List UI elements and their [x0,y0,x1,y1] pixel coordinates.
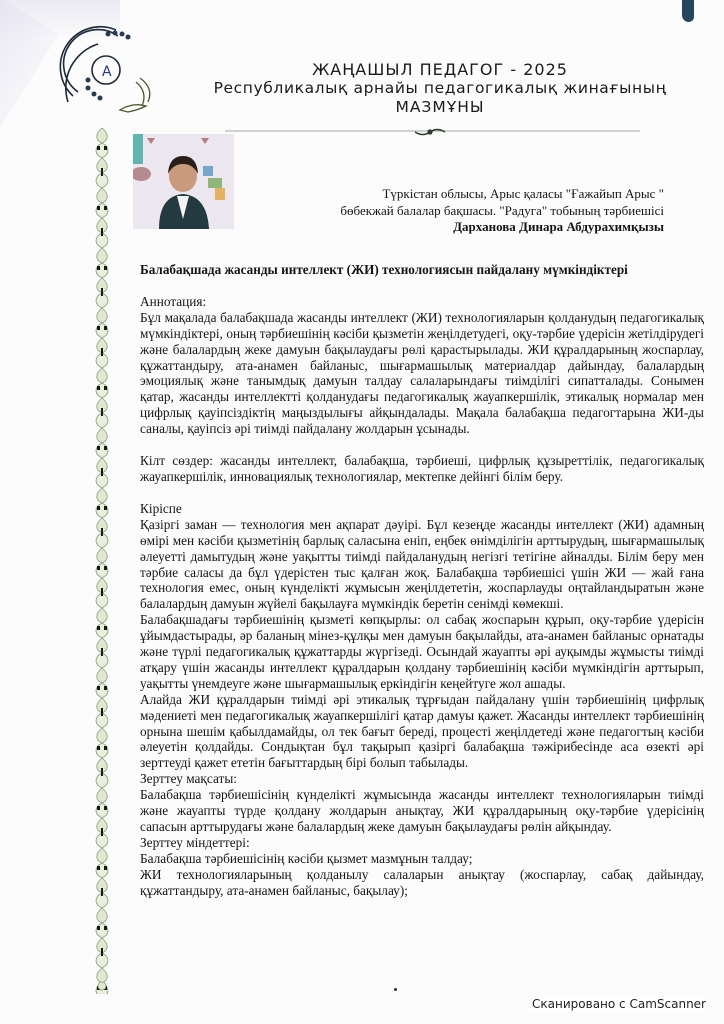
research-tasks-label: Зерттеу міндеттері: [140,834,250,850]
research-goal-text: Балабақша тәрбиешісінің күнделікті жұмысында жасанды интеллект технологияларын тиімді және жауапты түрде қолдану жолдарын анықтау, ЖИ құралдарының оқу-тәрбие үдерісінің сапасын арттырудағы және балалардың жеке дамуын бақылаудағы рөлін айқындау. [140,787,704,834]
divider-ornament-icon [225,127,640,137]
research-task-item: ЖИ технологияларының қолданылу салаларын анықтау (жоспарлау, сабақ дайындау, құжаттандыру, ата-анамен байланыс, бақылау); [140,866,704,898]
keywords: Кілт сөздер: жасанды интеллект, балабақша, тәрбиеші, цифрлық құзыреттілік, педагогикалық жауапкершілік, инновациялық технологиялар, мектепке дейінгі білім беру. [140,453,704,484]
intro-paragraph: Балабақшадағы тәрбиешінің қызметі көпқырлы: ол сабақ жоспарын құрып, оқу-тәрбие үдерісін ұйымдастырады, әр баланың мінез-құлқы мен дамуын бақылайды, ата-анамен байланыс орнатады және түрлі педагогикалық құжаттарды жүргізеді. Осындай жауапты әрі ауқымды жұмысты тиімді атқару үшін жасанды интеллект құралдарын қолдану тәрбиешінің кәсіби мүмкіндігін арттырып, уақытты үнемдеуге және шығармашылық еркіндігін кеңейтуге жол ашады. [140,612,704,691]
author-portrait-icon [133,134,234,229]
author-affiliation [340,186,664,236]
article-title: Балабақшада жасанды интеллект (ЖИ) технологиясын пайдалану мүмкіндіктері [140,262,628,277]
author-photo [133,134,234,229]
journal-subtitle: Республикалық арнайы педагогикалық жинағының [213,79,667,97]
scan-shadow-band [0,0,59,390]
page-number-mark [394,988,397,991]
affiliation-line-1: Түркістан облысы, Арыс қаласы "Ғажайып Арыс " [382,186,664,201]
research-goal-label: Зерттеу мақсаты: [140,771,237,787]
intro-paragraph: Қазіргі заман — технология мен ақпарат дәуірі. Бұл кезеңде жасанды интеллект (ЖИ) адамның өмірі мен кәсіби қызметінің барлық саласына еніп, еңбек өнімділігін арттырудың, шығармашылық әлеуетті дамытудың және уақытты тиімді пайдаланудың негізгі тетігіне айналды. Білім беру мен тәрбие саласы да бұл үдерістен тыс қалған жоқ. Балабақша тәрбиешісі үшін ЖИ — жай ғана технология емес, оның күнделікті жұмысын жеңілдететін, жоспарлауды оңтайландыратын және балалардың дамуын жүйелі бақылауға мүмкіндік беретін сенімді көмекші. [140,516,704,612]
author-name: Дарханова Динара Абдурахимқызы [453,219,664,234]
article-body [140,262,704,899]
ornament-chain-icon [91,128,113,994]
logo-letter: A [102,64,112,80]
header-divider [225,124,640,134]
scanner-edge-tab [682,0,694,22]
intro-paragraph: Алайда ЖИ құралдарын тиімді әрі этикалық тұрғыдан пайдалану үшін тәрбиешінің цифрлық мәдениеті мен педагогикалық жауапкершілігі қатар дамуы қажет. Жасанды интеллект тәрбиешінің орнына шешім қабылдамайды, ол тек бағыт береді, процесті жеңілдетеді және педагогтың кәсіби әлеуетін қолдайды. Сондықтан бұл тақырып қазіргі балабақша тәжірибесінде аса өзекті әрі зерттеуді қажет ететін бағыттардың бірі болып табылады. [140,691,704,771]
affiliation-line-2: бөбекжай балалар бақшасы. "Радуга" тобының тәрбиешісі [340,202,664,218]
annotation-text: Бұл мақалада балабақшада жасанды интеллект (ЖИ) технологияларын қолданудың педагогикалық мүмкіндіктері, оның тәрбиешінің кәсіби қызметін жеңілдетудегі, оқу-тәрбие үдерісін жетілдірудегі және балалардың жеке дамуын бақылаудағы рөлі қарастырылады. ЖИ құралдарының жоспарлау, құжаттандыру, ата-анамен байланыс, шығармашылық материалдар дайындау, балалардың эмоциялық және танымдық дамуын талдау салаларындағы тиімділігі сипатталады. Сонымен қатар, жасанды интеллектті қолданудағы педагогикалық жауапкершілік, этикалық нормалар мен цифрлық қауіпсіздіктің маңыздылығы айқындалады. Мақала балабақша педагогтарына ЖИ-ды саналы, қауіпсіз әрі тиімді пайдалану жолдарын ұсынады. [140,309,704,437]
journal-title: ЖАҢАШЫЛ ПЕДАГОГ - 2025 [312,60,568,79]
research-task-item: Балабақша тәрбиешісінің кәсіби қызмет мазмұнын талдау; [140,850,473,866]
camscanner-watermark: Сканировано с CamScanner [532,997,706,1011]
journal-section: МАЗМҰНЫ [395,98,485,116]
annotation-label: Аннотация: [140,293,207,309]
intro-label: Кіріспе [140,500,182,516]
decorative-border-ornament [91,128,113,994]
journal-logo [58,22,158,114]
journal-header [190,60,690,117]
logo-emblem-icon [58,22,158,114]
